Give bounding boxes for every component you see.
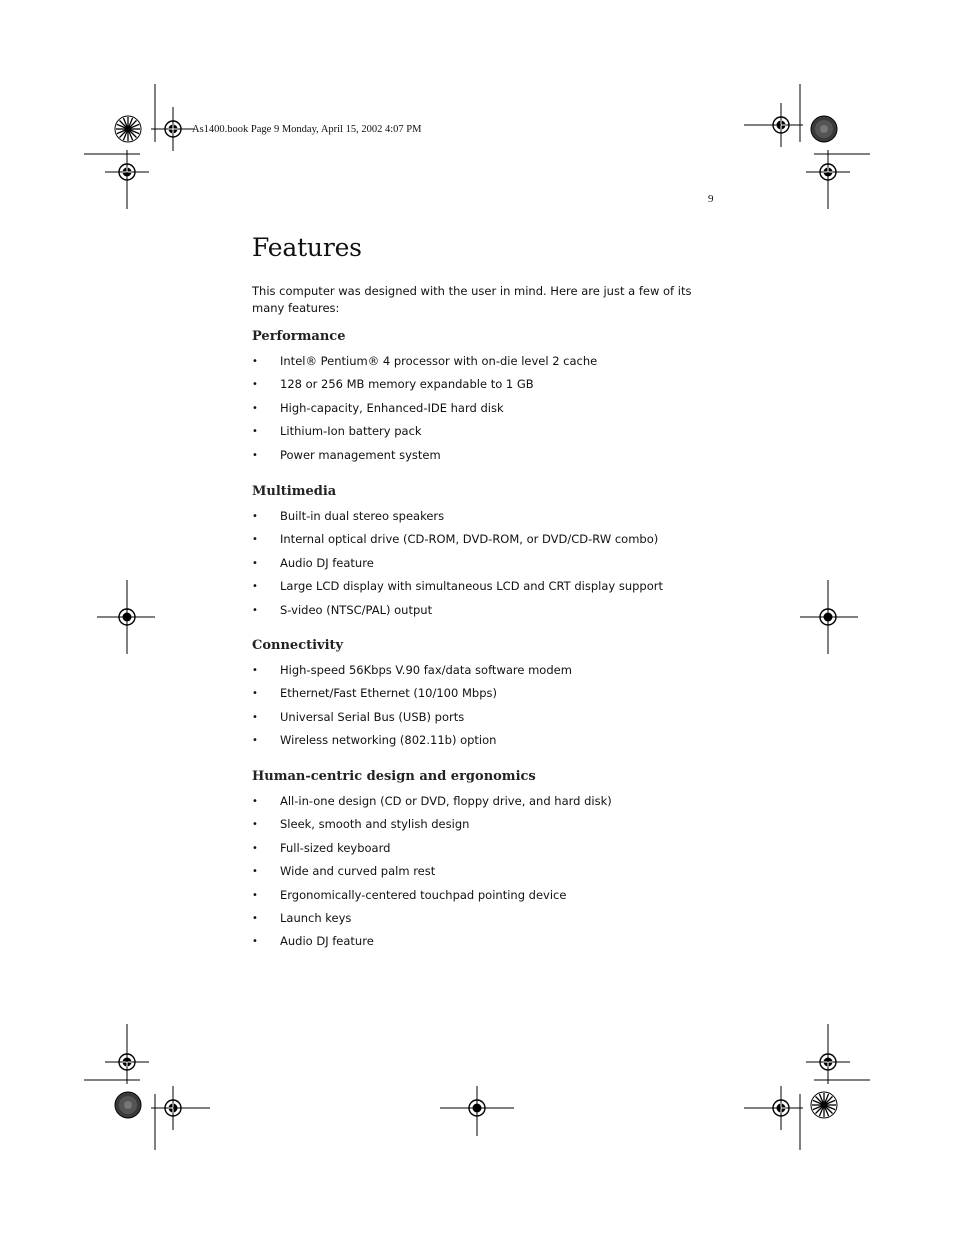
list-item-text: Audio DJ feature bbox=[280, 934, 374, 949]
list-item-text: Audio DJ feature bbox=[280, 555, 374, 570]
list-item-text: Internal optical drive (CD-ROM, DVD-ROM, or DVD/CD-RW combo) bbox=[280, 532, 659, 547]
bullet-icon: • bbox=[252, 356, 258, 367]
list-item bbox=[252, 793, 612, 810]
bullet-icon: • bbox=[252, 819, 258, 831]
print-slug: As1400.book Page 9 Monday, April 15, 2002 4:07 PM bbox=[192, 124, 422, 135]
list-item-text: Wide and curved palm rest bbox=[280, 864, 436, 879]
section-heading: Multimedia bbox=[252, 484, 337, 499]
list-item-text: 128 or 256 MB memory expandable to 1 GB bbox=[280, 377, 534, 392]
feature-list bbox=[252, 508, 663, 619]
list-item-text: High-speed 56Kbps V.90 fax/data software modem bbox=[280, 663, 572, 677]
list-item bbox=[252, 423, 597, 440]
list-item bbox=[252, 662, 572, 679]
list-item bbox=[252, 555, 663, 572]
bullet-icon: • bbox=[252, 665, 258, 676]
bullet-icon: • bbox=[252, 426, 258, 438]
bullet-icon: • bbox=[252, 889, 258, 901]
bullet-icon: • bbox=[252, 604, 258, 616]
list-item-text: Ethernet/Fast Ethernet (10/100 Mbps) bbox=[280, 686, 497, 701]
bullet-icon: • bbox=[252, 581, 258, 593]
list-item-text: Wireless networking (802.11b) option bbox=[280, 733, 497, 748]
list-item bbox=[252, 709, 572, 726]
bullet-icon: • bbox=[252, 912, 258, 924]
list-item bbox=[252, 840, 612, 857]
list-item-text: Power management system bbox=[280, 447, 441, 462]
list-item bbox=[252, 732, 572, 749]
list-item bbox=[252, 447, 597, 464]
list-item bbox=[252, 531, 663, 548]
list-item bbox=[252, 685, 572, 702]
feature-list bbox=[252, 353, 597, 464]
page-content bbox=[252, 228, 722, 949]
section-heading: Connectivity bbox=[252, 638, 344, 653]
list-item-text: Lithium-Ion battery pack bbox=[280, 424, 422, 439]
section-performance bbox=[252, 328, 597, 470]
list-item-text: Ergonomically-centered touchpad pointing device bbox=[280, 887, 567, 902]
section-multimedia bbox=[252, 483, 663, 625]
list-item bbox=[252, 933, 612, 950]
intro-paragraph: This computer was designed with the user in mind. Here are just a few of its many features: bbox=[252, 284, 692, 315]
bullet-icon: • bbox=[252, 866, 258, 878]
bullet-icon: • bbox=[252, 711, 258, 723]
list-item bbox=[252, 863, 612, 880]
list-item-text: Full-sized keyboard bbox=[280, 840, 391, 855]
bullet-icon: • bbox=[252, 842, 258, 854]
page-title: Features bbox=[252, 233, 362, 262]
feature-list bbox=[252, 662, 572, 749]
list-item bbox=[252, 816, 612, 833]
list-item-text: Large LCD display with simultaneous LCD and CRT display support bbox=[280, 579, 664, 594]
list-item bbox=[252, 353, 597, 370]
list-item bbox=[252, 578, 663, 595]
list-item-text: Sleek, smooth and stylish design bbox=[280, 817, 470, 832]
list-item-text: S-video (NTSC/PAL) output bbox=[280, 602, 433, 617]
list-item-text: High-capacity, Enhanced-IDE hard disk bbox=[280, 400, 504, 415]
list-item bbox=[252, 910, 612, 927]
list-item bbox=[252, 508, 663, 525]
list-item-text: All-in-one design (CD or DVD, floppy drive, and hard disk) bbox=[280, 794, 612, 808]
list-item bbox=[252, 887, 612, 904]
section-connectivity bbox=[252, 637, 572, 756]
bullet-icon: • bbox=[252, 688, 258, 700]
bullet-icon: • bbox=[252, 449, 258, 461]
bullet-icon: • bbox=[252, 936, 258, 948]
section-ergonomics bbox=[252, 768, 612, 957]
list-item-text: Intel® Pentium® 4 processor with on-die level 2 cache bbox=[280, 354, 598, 368]
list-item bbox=[252, 376, 597, 393]
section-heading: Performance bbox=[252, 329, 346, 344]
bullet-icon: • bbox=[252, 796, 258, 807]
list-item-text: Launch keys bbox=[280, 910, 352, 925]
bullet-icon: • bbox=[252, 511, 258, 522]
bullet-icon: • bbox=[252, 735, 258, 747]
list-item bbox=[252, 400, 597, 417]
feature-list bbox=[252, 793, 612, 950]
bullet-icon: • bbox=[252, 534, 258, 546]
section-heading: Human-centric design and ergonomics bbox=[252, 769, 536, 784]
page-number: 9 bbox=[708, 193, 714, 205]
bullet-icon: • bbox=[252, 402, 258, 414]
list-item-text: Universal Serial Bus (USB) ports bbox=[280, 709, 465, 724]
list-item-text: Built-in dual stereo speakers bbox=[280, 509, 445, 523]
bullet-icon: • bbox=[252, 557, 258, 569]
bullet-icon: • bbox=[252, 379, 258, 391]
list-item bbox=[252, 602, 663, 619]
